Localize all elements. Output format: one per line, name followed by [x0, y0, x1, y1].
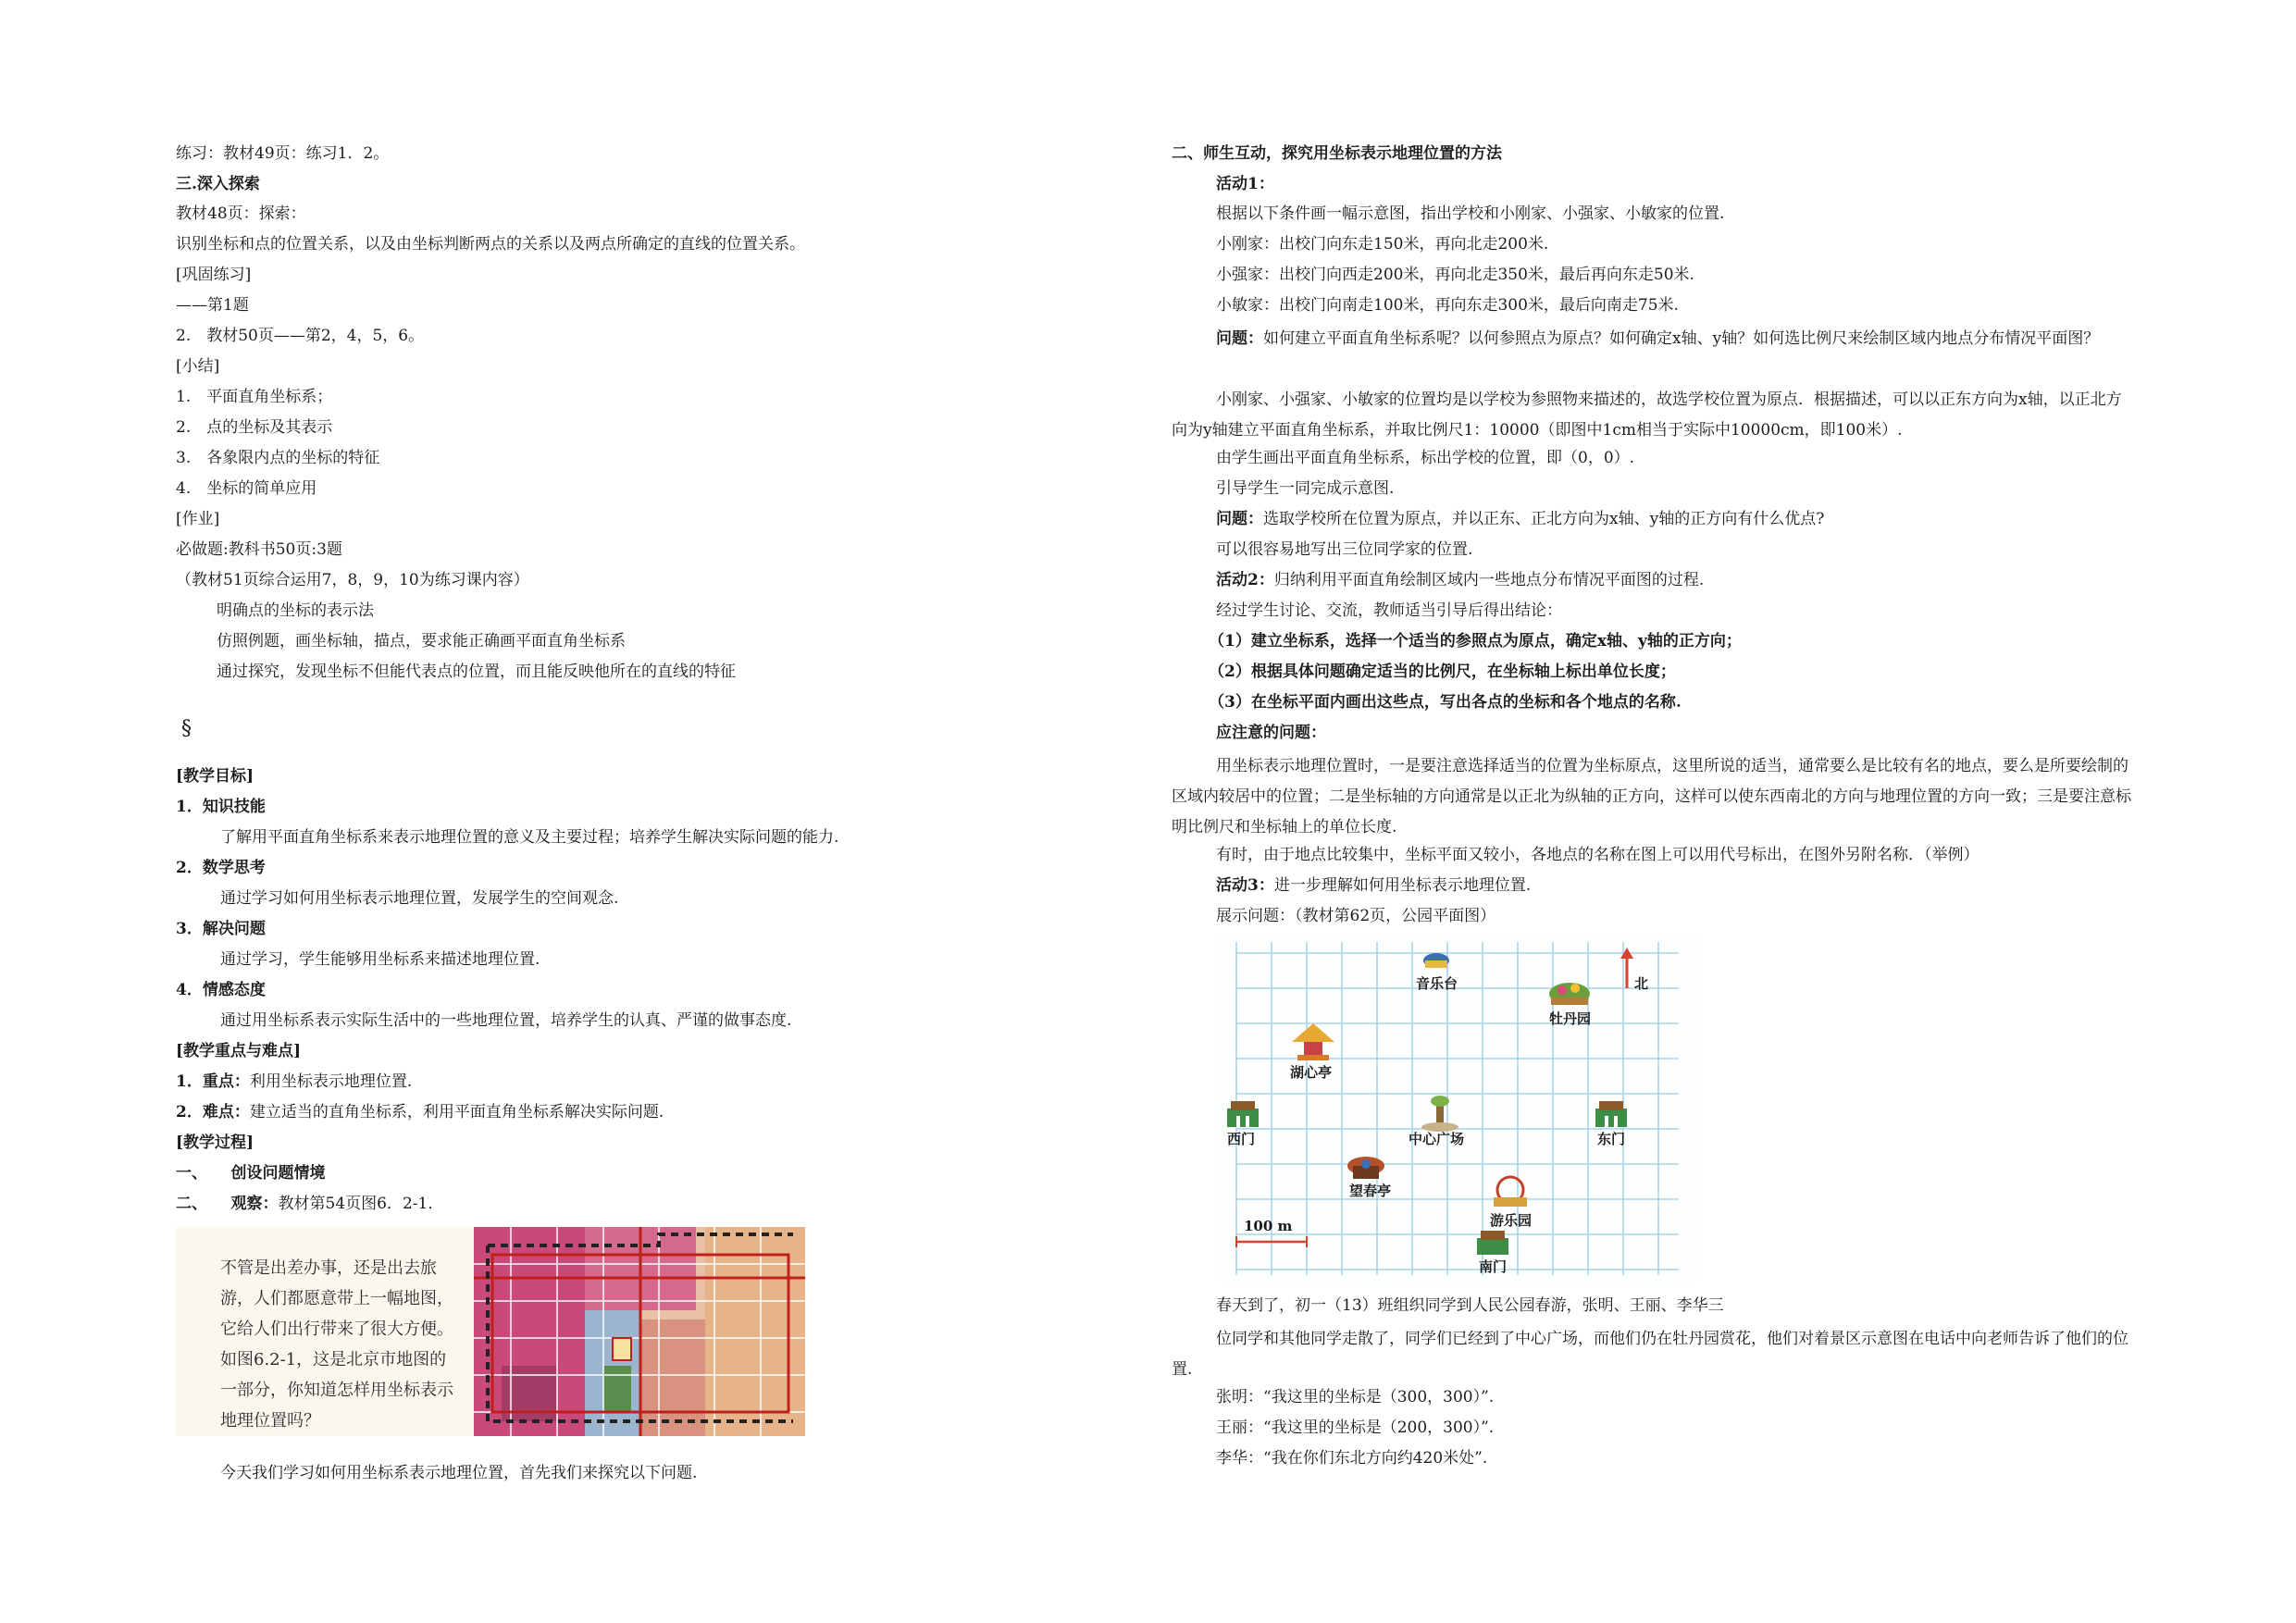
guide-line: 引导学生一同完成示意图. [1216, 479, 1395, 498]
process-2 [176, 1192, 443, 1216]
consolidate-heading: [巩固练习] [176, 266, 252, 284]
goal-3-title: 3．解决问题 [176, 920, 266, 938]
draw-line: 由学生画出平面直角坐标系，标出学校的位置，即（0，0）. [1216, 449, 1635, 467]
left-column [176, 0, 972, 1623]
explore-line: 教材48页：探索： [176, 204, 306, 223]
question-2 [1216, 507, 1824, 531]
discuss-line: 经过学生讨论、交流，教师适当引导后得出结论： [1216, 601, 1562, 620]
activity-2-text: 归纳利用平面直角绘制区域内一些地点分布情况平面图的过程. [1273, 571, 1705, 589]
homework-heading: [作业] [176, 510, 220, 528]
label-spring-pavilion: 望春亭 [1349, 1183, 1392, 1199]
note-clear: 明确点的坐标的表示法 [217, 601, 374, 620]
question-2-text: 选取学校所在位置为原点，并以正东、正北方向为x轴、y轴的正方向有什么优点? [1263, 510, 1825, 528]
xiaogang-line: 小刚家：出校门向东走150米，再向北走200米. [1216, 235, 1549, 254]
activity-2 [1216, 568, 1704, 592]
focus-1 [176, 1070, 412, 1094]
summary-heading: [小结] [176, 357, 220, 376]
homework-required: 必做题:教科书50页:3题 [176, 540, 342, 559]
spring-pavilion-icon [1347, 1157, 1384, 1179]
right-column [1172, 0, 2143, 1623]
process-heading: [教学过程] [176, 1134, 254, 1152]
east-gate-icon [1595, 1101, 1627, 1127]
activity-1-title: 活动1： [1216, 175, 1274, 193]
exercise-1: ——第1题 [176, 296, 249, 315]
peony-garden-icon [1549, 983, 1590, 1005]
label-scale: 100 m [1244, 1218, 1293, 1234]
focus-2-text: 建立适当的直角坐标系，利用平面直角坐标系解决实际问题. [249, 1103, 664, 1121]
easy-line: 可以很容易地写出三位同学家的位置. [1216, 540, 1473, 559]
xiaomin-line: 小敏家：出校门向南走100米，再向东走300米，最后向南走75米. [1216, 296, 1679, 315]
focus-2-label: 2．难点： [176, 1103, 250, 1121]
process-1: 一、 创设问题情境 [176, 1164, 326, 1183]
label-music-stage: 音乐台 [1416, 975, 1458, 992]
south-gate-icon [1477, 1231, 1508, 1255]
answer-paragraph: 小刚家、小强家、小敏家的位置均是以学校为参照物来描述的，故选学校位置为原点．根据描述，可以以正东方向为x轴，以正北方向为y轴建立平面直角坐标系，并取比例尺1：10000（即图中1cm相当于实际中10000cm，即100米）. [1172, 390, 2122, 440]
goal-1-text: 了解用平面直角坐标系来表示地理位置的意义及主要过程；培养学生解决实际问题的能力. [220, 828, 839, 847]
zhangming-line: 张明：“我这里的坐标是（300，300）”. [1216, 1388, 1495, 1406]
beijing-map-image [474, 1227, 805, 1436]
activity-3-label: 活动3： [1216, 876, 1274, 895]
wangli-line: 王丽：“我这里的坐标是（200，300）”. [1216, 1419, 1495, 1437]
goal-2-title: 2．数学思考 [176, 859, 266, 877]
summary-2: 2. 点的坐标及其表示 [176, 418, 333, 437]
process-2-label: 二、 观察： [176, 1195, 279, 1213]
summary-3: 3. 各象限内点的坐标的特征 [176, 449, 380, 467]
focus-heading: [教学重点与难点] [176, 1042, 302, 1060]
note-imitate: 仿照例题，画坐标轴，描点，要求能正确画平面直角坐标系 [217, 632, 626, 650]
conclusion-3: （3）在坐标平面内画出这些点，写出各点的坐标和各个地点的名称. [1209, 693, 1682, 712]
lihua-line: 李华：“我在你们东北方向约420米处”. [1216, 1449, 1488, 1468]
explore-desc: 识别坐标和点的位置关系，以及由坐标判断两点的关系以及两点所确定的直线的位置关系。 [176, 235, 805, 254]
summary-4: 4. 坐标的简单应用 [176, 479, 317, 498]
section-mark: § [181, 717, 192, 740]
label-north: 北 [1634, 975, 1649, 992]
sometimes-line: 有时，由于地点比较集中，坐标平面又较小，各地点的名称在图上可以用代号标出，在图外另附名称．（举例） [1216, 846, 1980, 864]
label-west-gate: 西门 [1227, 1131, 1256, 1147]
activity-1-text: 根据以下条件画一幅示意图，指出学校和小刚家、小强家、小敏家的位置. [1216, 204, 1725, 223]
focus-1-label: 1．重点： [176, 1072, 250, 1091]
spring-line-2: 位同学和其他同学走散了，同学们已经到了中心广场，而他们仍在牡丹园赏花，他们对着景区示意图在电话中向老师告诉了他们的位置. [1172, 1330, 2128, 1379]
attention-paragraph: 用坐标表示地理位置时，一是要注意选择适当的位置为坐标原点，这里所说的适当，通常要么是比较有名的地点，要么是所要绘制的区域内较居中的位置；二是坐标轴的方向通常是以正北为纵轴的正方向，这样可以使东西南北的方向与地理位置的方向一致；三是要注意标明比例尺和坐标轴上的单位长度. [1172, 757, 2131, 836]
label-lake-pavilion: 湖心亭 [1290, 1064, 1333, 1081]
process-2-text: 教材第54页图6．2-1． [278, 1195, 444, 1213]
today-line: 今天我们学习如何用坐标系表示地理位置，首先我们来探究以下问题. [220, 1464, 698, 1482]
beijing-map-figure [176, 1227, 805, 1449]
exercise-2: 2. 教材50页——第2，4，5，6。 [176, 327, 425, 345]
focus-2 [176, 1100, 664, 1124]
goals-heading: [教学目标] [176, 767, 254, 786]
question-1-label: 问题： [1216, 329, 1263, 348]
question-1-text: 如何建立平面直角坐标系呢？以何参照点为原点？如何确定x轴、y轴？如何选比例尺来绘制区域内地点分布情况平面图？ [1263, 329, 2100, 348]
note-through: 通过探究，发现坐标不但能代表点的位置，而且能反映他所在的直线的特征 [217, 663, 736, 681]
label-south-gate: 南门 [1479, 1258, 1508, 1275]
question-2-label: 问题： [1216, 510, 1263, 528]
music-stage-icon [1423, 953, 1449, 968]
label-center-square: 中心广场 [1409, 1131, 1465, 1147]
xiaoqiang-line: 小强家：出校门向西走200米，再向北走350米，最后再向东走50米. [1216, 266, 1694, 284]
conclusion-1: （1）建立坐标系，选择一个适当的参照点为原点，确定x轴、y轴的正方向； [1209, 632, 1742, 650]
label-peony-garden: 牡丹园 [1549, 1010, 1592, 1027]
spring-line-1: 春天到了，初一（13）班组织同学到人民公园春游，张明、王丽、李华三 [1216, 1296, 1724, 1315]
label-east-gate: 东门 [1597, 1131, 1626, 1147]
homework-textbook: （教材51页综合运用7，8，9，10为练习课内容） [176, 571, 529, 589]
interaction-heading: 二、师生互动，探究用坐标表示地理位置的方法 [1172, 144, 1502, 163]
goal-3-text: 通过学习，学生能够用坐标系来描述地理位置. [220, 950, 540, 969]
conclusion-2: （2）根据具体问题确定适当的比例尺，在坐标轴上标出单位长度； [1209, 663, 1676, 681]
west-gate-icon [1227, 1101, 1259, 1127]
focus-1-text: 利用坐标表示地理位置. [249, 1072, 413, 1091]
practice-line: 练习：教材49页：练习1．2。 [176, 144, 390, 163]
goal-1-title: 1．知识技能 [176, 798, 266, 816]
question-1 [1172, 324, 2134, 354]
activity-3-text: 进一步理解如何用坐标表示地理位置. [1273, 876, 1532, 895]
activity-2-label: 活动2： [1216, 571, 1274, 589]
label-amusement-park: 游乐园 [1490, 1212, 1533, 1229]
attention-heading: 应注意的问题： [1216, 724, 1326, 742]
summary-1: 1. 平面直角坐标系； [176, 388, 333, 406]
map-caption-box: 不管是出差办事，还是出去旅游，人们都愿意带上一幅地图，它给人们出行带来了很大方便。如图6.2-1，这是北京市地图的一部分，你知道怎样用坐标表示地理位置吗？ [176, 1227, 474, 1436]
deep-explore-heading: 三.深入探索 [176, 175, 260, 193]
activity-3 [1216, 873, 1531, 898]
show-line: 展示问题：（教材第62页，公园平面图） [1216, 907, 1496, 925]
goal-4-title: 4．情感态度 [176, 981, 266, 999]
goal-4-text: 通过用坐标系表示实际生活中的一些地理位置，培养学生的认真、严谨的做事态度. [220, 1011, 792, 1030]
park-map [1216, 933, 1697, 1282]
goal-2-text: 通过学习如何用坐标表示地理位置，发展学生的空间观念. [220, 889, 619, 908]
